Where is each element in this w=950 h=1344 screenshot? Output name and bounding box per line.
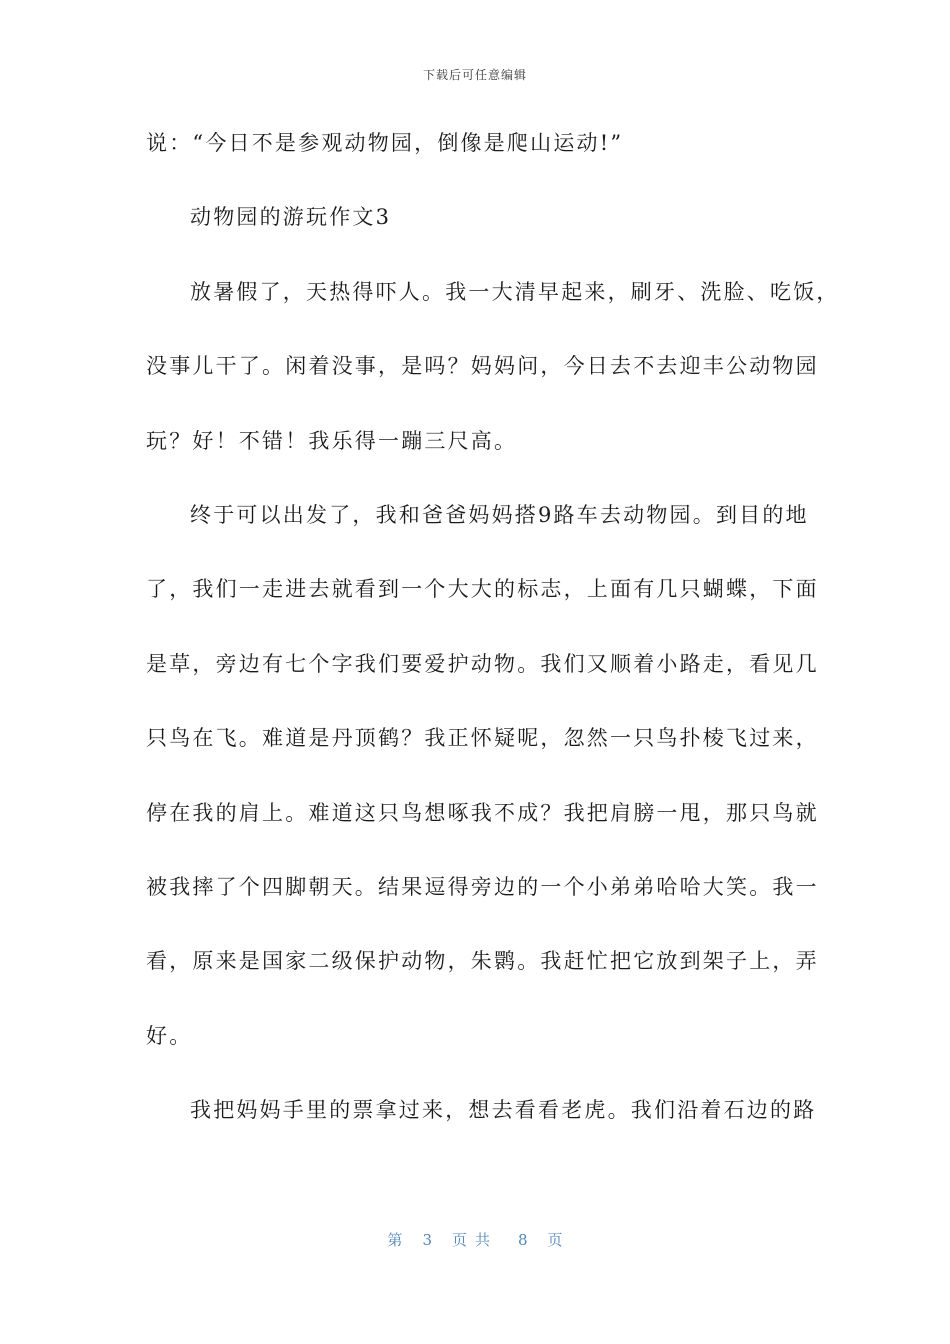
page-header-note: 下载后可任意编辑 <box>422 68 527 82</box>
paragraph-line: 只鸟在飞。难道是丹顶鹤？我正怀疑呢，忽然一只鸟扑棱飞过来， <box>146 726 819 751</box>
paragraph-line: 终于可以出发了，我和爸爸妈妈搭9路车去动物园。到目的地 <box>190 502 809 527</box>
paragraph-line: 放暑假了，天热得吓人。我一大清早起来，刷牙、洗脸、吃饭， <box>190 279 840 304</box>
paragraph-line: 了，我们一走进去就看到一个大大的标志，上面有几只蝴蝶，下面 <box>146 577 819 602</box>
paragraph-line: 说：“今日不是参观动物园，倒像是爬山运动!” <box>146 131 624 155</box>
paragraph-line: 玩？好！不错！我乐得一蹦三尺高。 <box>146 428 518 453</box>
document-body <box>146 123 840 1164</box>
paragraph-line: 没事儿干了。闲着没事，是吗？妈妈问，今日去不去迎丰公动物园 <box>146 354 819 379</box>
page-total: 8 <box>518 1231 528 1249</box>
paragraph-line: 停在我的肩上。难道这只鸟想啄我不成？我把肩膀一甩，那只鸟就 <box>146 800 819 825</box>
paragraph-line: 被我摔了个四脚朝天。结果逗得旁边的一个小弟弟哈哈大笑。我一 <box>146 874 819 899</box>
paragraph-line: 是草，旁边有七个字我们要爱护动物。我们又顺着小路走，看见几 <box>146 651 819 676</box>
page-label-suffix: 页 <box>547 1231 563 1249</box>
page-label-prefix: 第 <box>387 1231 403 1249</box>
paragraph-line: 好。 <box>146 1023 193 1048</box>
page-number-footer <box>0 1229 950 1250</box>
page-current: 3 <box>422 1231 432 1249</box>
paragraph-line: 看，原来是国家二级保护动物，朱鹮。我赶忙把它放到架子上，弄 <box>146 949 819 974</box>
section-title: 动物园的游玩作文3 <box>190 205 392 230</box>
paragraph-line: 我把妈妈手里的票拿过来，想去看看老虎。我们沿着石边的路 <box>190 1098 817 1123</box>
page-label-mid: 页共 <box>451 1231 498 1249</box>
